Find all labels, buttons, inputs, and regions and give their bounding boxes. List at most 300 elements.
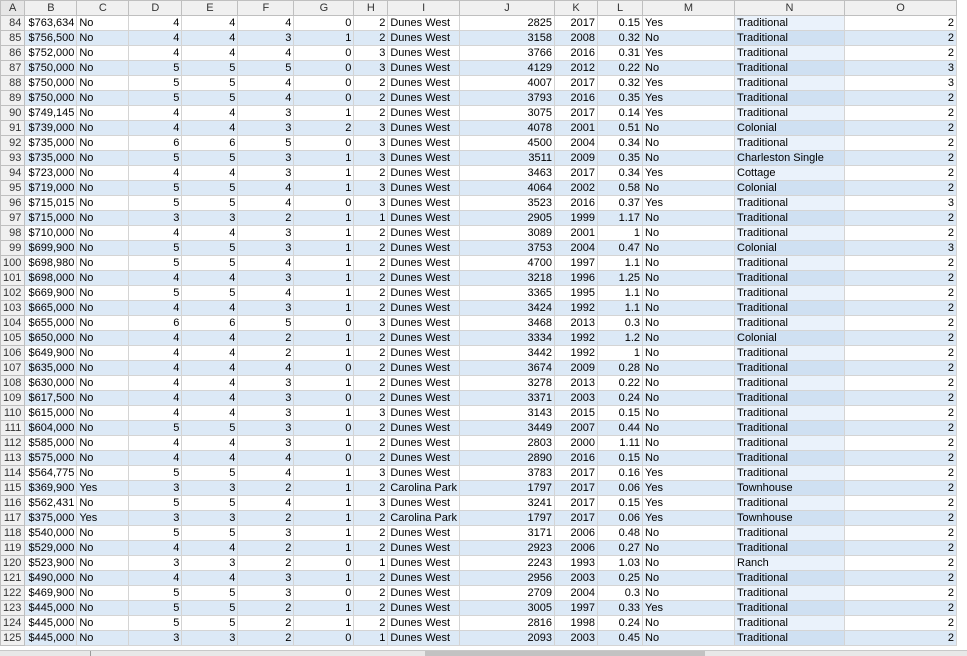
cell-o[interactable]: 2 xyxy=(845,121,957,136)
cell-i[interactable]: Dunes West xyxy=(388,106,460,121)
cell-n[interactable]: Traditional xyxy=(735,61,845,76)
cell-h[interactable]: 2 xyxy=(354,616,388,631)
cell-d[interactable]: 4 xyxy=(129,121,182,136)
cell-j[interactable]: 3793 xyxy=(460,91,555,106)
cell-g[interactable]: 1 xyxy=(294,211,354,226)
cell-n[interactable]: Traditional xyxy=(735,571,845,586)
cell-i[interactable]: Dunes West xyxy=(388,211,460,226)
cell-f[interactable]: 3 xyxy=(238,241,294,256)
row-header[interactable]: 121 xyxy=(1,571,25,586)
cell-c[interactable]: No xyxy=(77,451,129,466)
cell-j[interactable]: 3218 xyxy=(460,271,555,286)
cell-i[interactable]: Dunes West xyxy=(388,76,460,91)
cell-h[interactable]: 2 xyxy=(354,286,388,301)
cell-l[interactable]: 0.48 xyxy=(598,526,643,541)
cell-k[interactable]: 1995 xyxy=(555,286,598,301)
cell-g[interactable]: 0 xyxy=(294,421,354,436)
cell-n[interactable]: Colonial xyxy=(735,241,845,256)
cell-m[interactable]: Yes xyxy=(643,196,735,211)
cell-i[interactable]: Dunes West xyxy=(388,496,460,511)
cell-l[interactable]: 0.35 xyxy=(598,151,643,166)
cell-k[interactable]: 2012 xyxy=(555,61,598,76)
cell-h[interactable]: 2 xyxy=(354,541,388,556)
cell-b[interactable]: $739,000 xyxy=(25,121,77,136)
cell-c[interactable]: No xyxy=(77,556,129,571)
cell-d[interactable]: 4 xyxy=(129,346,182,361)
cell-c[interactable]: No xyxy=(77,361,129,376)
cell-o[interactable]: 2 xyxy=(845,616,957,631)
column-header-e[interactable]: E xyxy=(182,1,238,16)
cell-j[interactable]: 3442 xyxy=(460,346,555,361)
cell-m[interactable]: No xyxy=(643,121,735,136)
cell-o[interactable]: 3 xyxy=(845,196,957,211)
cell-f[interactable]: 5 xyxy=(238,61,294,76)
cell-l[interactable]: 0.14 xyxy=(598,106,643,121)
cell-k[interactable]: 2006 xyxy=(555,526,598,541)
cell-d[interactable]: 5 xyxy=(129,151,182,166)
cell-l[interactable]: 1.11 xyxy=(598,436,643,451)
cell-h[interactable]: 2 xyxy=(354,451,388,466)
cell-d[interactable]: 6 xyxy=(129,136,182,151)
cell-k[interactable]: 2017 xyxy=(555,76,598,91)
cell-b[interactable]: $735,000 xyxy=(25,136,77,151)
cell-l[interactable]: 1.25 xyxy=(598,271,643,286)
cell-g[interactable]: 1 xyxy=(294,241,354,256)
cell-d[interactable]: 5 xyxy=(129,466,182,481)
cell-h[interactable]: 3 xyxy=(354,466,388,481)
cell-o[interactable]: 2 xyxy=(845,181,957,196)
cell-i[interactable]: Dunes West xyxy=(388,466,460,481)
cell-b[interactable]: $749,145 xyxy=(25,106,77,121)
cell-l[interactable]: 0.33 xyxy=(598,601,643,616)
cell-e[interactable]: 6 xyxy=(182,316,238,331)
cell-e[interactable]: 4 xyxy=(182,31,238,46)
cell-n[interactable]: Ranch xyxy=(735,556,845,571)
cell-m[interactable]: No xyxy=(643,556,735,571)
cell-e[interactable]: 4 xyxy=(182,391,238,406)
cell-k[interactable]: 2003 xyxy=(555,391,598,406)
cell-g[interactable]: 1 xyxy=(294,481,354,496)
cell-c[interactable]: No xyxy=(77,376,129,391)
cell-k[interactable]: 2017 xyxy=(555,511,598,526)
cell-n[interactable]: Traditional xyxy=(735,271,845,286)
cell-j[interactable]: 2825 xyxy=(460,16,555,31)
cell-k[interactable]: 2013 xyxy=(555,316,598,331)
cell-b[interactable]: $699,900 xyxy=(25,241,77,256)
cell-n[interactable]: Charleston Single xyxy=(735,151,845,166)
cell-j[interactable]: 3171 xyxy=(460,526,555,541)
cell-e[interactable]: 5 xyxy=(182,286,238,301)
cell-j[interactable]: 3278 xyxy=(460,376,555,391)
cell-o[interactable]: 2 xyxy=(845,601,957,616)
row-header[interactable]: 108 xyxy=(1,376,25,391)
cell-h[interactable]: 2 xyxy=(354,481,388,496)
cell-e[interactable]: 5 xyxy=(182,256,238,271)
cell-o[interactable]: 2 xyxy=(845,16,957,31)
cell-h[interactable]: 3 xyxy=(354,406,388,421)
cell-c[interactable]: No xyxy=(77,391,129,406)
cell-b[interactable]: $715,015 xyxy=(25,196,77,211)
cell-k[interactable]: 1996 xyxy=(555,271,598,286)
cell-b[interactable]: $763,634 xyxy=(25,16,77,31)
cell-b[interactable]: $698,980 xyxy=(25,256,77,271)
cell-d[interactable]: 4 xyxy=(129,226,182,241)
cell-g[interactable]: 1 xyxy=(294,511,354,526)
cell-j[interactable]: 2890 xyxy=(460,451,555,466)
cell-o[interactable]: 2 xyxy=(845,541,957,556)
row-header[interactable]: 104 xyxy=(1,316,25,331)
cell-o[interactable]: 2 xyxy=(845,391,957,406)
cell-f[interactable]: 4 xyxy=(238,46,294,61)
row-header[interactable]: 103 xyxy=(1,301,25,316)
cell-e[interactable]: 4 xyxy=(182,121,238,136)
cell-c[interactable]: No xyxy=(77,76,129,91)
cell-b[interactable]: $575,000 xyxy=(25,451,77,466)
column-header-l[interactable]: L xyxy=(598,1,643,16)
cell-o[interactable]: 3 xyxy=(845,61,957,76)
cell-o[interactable]: 2 xyxy=(845,376,957,391)
cell-m[interactable]: Yes xyxy=(643,496,735,511)
cell-l[interactable]: 0.32 xyxy=(598,76,643,91)
cell-c[interactable]: No xyxy=(77,106,129,121)
cell-d[interactable]: 4 xyxy=(129,16,182,31)
cell-f[interactable]: 4 xyxy=(238,466,294,481)
cell-e[interactable]: 5 xyxy=(182,241,238,256)
cell-l[interactable]: 0.32 xyxy=(598,31,643,46)
cell-i[interactable]: Dunes West xyxy=(388,46,460,61)
cell-m[interactable]: No xyxy=(643,316,735,331)
cell-n[interactable]: Townhouse xyxy=(735,511,845,526)
row-header[interactable]: 91 xyxy=(1,121,25,136)
cell-e[interactable]: 5 xyxy=(182,496,238,511)
cell-n[interactable]: Cottage xyxy=(735,166,845,181)
cell-f[interactable]: 3 xyxy=(238,166,294,181)
row-header[interactable]: 101 xyxy=(1,271,25,286)
cell-b[interactable]: $585,000 xyxy=(25,436,77,451)
cell-n[interactable]: Traditional xyxy=(735,406,845,421)
cell-e[interactable]: 5 xyxy=(182,76,238,91)
row-header[interactable]: 125 xyxy=(1,631,25,646)
cell-o[interactable]: 2 xyxy=(845,481,957,496)
cell-m[interactable]: No xyxy=(643,346,735,361)
cell-m[interactable]: Yes xyxy=(643,481,735,496)
cell-f[interactable]: 3 xyxy=(238,301,294,316)
cell-j[interactable]: 1797 xyxy=(460,511,555,526)
cell-m[interactable]: Yes xyxy=(643,166,735,181)
cell-j[interactable]: 4500 xyxy=(460,136,555,151)
cell-l[interactable]: 0.22 xyxy=(598,376,643,391)
cell-o[interactable]: 2 xyxy=(845,331,957,346)
cell-i[interactable]: Dunes West xyxy=(388,421,460,436)
cell-m[interactable]: No xyxy=(643,271,735,286)
cell-d[interactable]: 5 xyxy=(129,241,182,256)
cell-i[interactable]: Dunes West xyxy=(388,346,460,361)
cell-m[interactable]: No xyxy=(643,451,735,466)
cell-g[interactable]: 1 xyxy=(294,466,354,481)
cell-k[interactable]: 2017 xyxy=(555,166,598,181)
cell-o[interactable]: 2 xyxy=(845,421,957,436)
cell-o[interactable]: 3 xyxy=(845,76,957,91)
cell-k[interactable]: 2001 xyxy=(555,226,598,241)
horizontal-scrollbar[interactable] xyxy=(0,650,967,656)
cell-g[interactable]: 1 xyxy=(294,496,354,511)
cell-f[interactable]: 2 xyxy=(238,601,294,616)
cell-f[interactable]: 3 xyxy=(238,271,294,286)
cell-b[interactable]: $562,431 xyxy=(25,496,77,511)
cell-d[interactable]: 5 xyxy=(129,601,182,616)
cell-h[interactable]: 3 xyxy=(354,121,388,136)
cell-b[interactable]: $445,000 xyxy=(25,616,77,631)
cell-f[interactable]: 5 xyxy=(238,316,294,331)
cell-l[interactable]: 0.44 xyxy=(598,421,643,436)
cell-l[interactable]: 1.17 xyxy=(598,211,643,226)
cell-i[interactable]: Dunes West xyxy=(388,406,460,421)
cell-g[interactable]: 0 xyxy=(294,556,354,571)
cell-g[interactable]: 0 xyxy=(294,586,354,601)
cell-j[interactable]: 3511 xyxy=(460,151,555,166)
cell-i[interactable]: Dunes West xyxy=(388,436,460,451)
cell-b[interactable]: $752,000 xyxy=(25,46,77,61)
row-header[interactable]: 110 xyxy=(1,406,25,421)
cell-f[interactable]: 3 xyxy=(238,391,294,406)
cell-o[interactable]: 3 xyxy=(845,241,957,256)
cell-f[interactable]: 4 xyxy=(238,451,294,466)
cell-o[interactable]: 2 xyxy=(845,106,957,121)
cell-h[interactable]: 2 xyxy=(354,346,388,361)
cell-o[interactable]: 2 xyxy=(845,511,957,526)
row-header[interactable]: 92 xyxy=(1,136,25,151)
cell-m[interactable]: Yes xyxy=(643,466,735,481)
cell-h[interactable]: 3 xyxy=(354,316,388,331)
cell-g[interactable]: 1 xyxy=(294,436,354,451)
row-header[interactable]: 106 xyxy=(1,346,25,361)
cell-e[interactable]: 5 xyxy=(182,466,238,481)
cell-o[interactable]: 2 xyxy=(845,211,957,226)
cell-j[interactable]: 3241 xyxy=(460,496,555,511)
cell-i[interactable]: Dunes West xyxy=(388,556,460,571)
cell-l[interactable]: 0.28 xyxy=(598,361,643,376)
cell-i[interactable]: Dunes West xyxy=(388,541,460,556)
cell-i[interactable]: Dunes West xyxy=(388,166,460,181)
row-header[interactable]: 89 xyxy=(1,91,25,106)
cell-k[interactable]: 2003 xyxy=(555,571,598,586)
cell-g[interactable]: 1 xyxy=(294,271,354,286)
cell-g[interactable]: 0 xyxy=(294,46,354,61)
cell-k[interactable]: 1993 xyxy=(555,556,598,571)
cell-c[interactable]: No xyxy=(77,301,129,316)
cell-b[interactable]: $529,000 xyxy=(25,541,77,556)
cell-l[interactable]: 0.27 xyxy=(598,541,643,556)
cell-d[interactable]: 4 xyxy=(129,46,182,61)
cell-h[interactable]: 2 xyxy=(354,301,388,316)
cell-k[interactable]: 2004 xyxy=(555,136,598,151)
cell-l[interactable]: 1.1 xyxy=(598,256,643,271)
cell-j[interactable]: 3334 xyxy=(460,331,555,346)
cell-c[interactable]: No xyxy=(77,181,129,196)
cell-o[interactable]: 2 xyxy=(845,256,957,271)
cell-j[interactable]: 3005 xyxy=(460,601,555,616)
cell-k[interactable]: 1999 xyxy=(555,211,598,226)
cell-c[interactable]: Yes xyxy=(77,511,129,526)
cell-h[interactable]: 3 xyxy=(354,136,388,151)
cell-j[interactable]: 2803 xyxy=(460,436,555,451)
cell-i[interactable]: Dunes West xyxy=(388,631,460,646)
cell-e[interactable]: 5 xyxy=(182,196,238,211)
cell-k[interactable]: 2013 xyxy=(555,376,598,391)
cell-m[interactable]: No xyxy=(643,241,735,256)
cell-n[interactable]: Traditional xyxy=(735,316,845,331)
cell-k[interactable]: 2016 xyxy=(555,91,598,106)
cell-c[interactable]: Yes xyxy=(77,481,129,496)
cell-l[interactable]: 0.22 xyxy=(598,61,643,76)
cell-g[interactable]: 1 xyxy=(294,106,354,121)
cell-l[interactable]: 0.31 xyxy=(598,46,643,61)
cell-j[interactable]: 2243 xyxy=(460,556,555,571)
cell-e[interactable]: 4 xyxy=(182,331,238,346)
cell-b[interactable]: $617,500 xyxy=(25,391,77,406)
cell-e[interactable]: 3 xyxy=(182,556,238,571)
cell-i[interactable]: Dunes West xyxy=(388,301,460,316)
cell-h[interactable]: 1 xyxy=(354,556,388,571)
cell-e[interactable]: 5 xyxy=(182,616,238,631)
cell-i[interactable]: Dunes West xyxy=(388,616,460,631)
cell-e[interactable]: 5 xyxy=(182,586,238,601)
cell-l[interactable]: 1 xyxy=(598,226,643,241)
cell-l[interactable]: 0.06 xyxy=(598,511,643,526)
cell-k[interactable]: 2007 xyxy=(555,421,598,436)
cell-e[interactable]: 6 xyxy=(182,136,238,151)
cell-e[interactable]: 5 xyxy=(182,151,238,166)
cell-o[interactable]: 2 xyxy=(845,271,957,286)
cell-o[interactable]: 2 xyxy=(845,316,957,331)
cell-i[interactable]: Carolina Park xyxy=(388,511,460,526)
cell-g[interactable]: 1 xyxy=(294,571,354,586)
cell-c[interactable]: No xyxy=(77,586,129,601)
row-header[interactable]: 112 xyxy=(1,436,25,451)
cell-m[interactable]: No xyxy=(643,616,735,631)
cell-d[interactable]: 4 xyxy=(129,361,182,376)
cell-f[interactable]: 4 xyxy=(238,286,294,301)
cell-o[interactable]: 2 xyxy=(845,226,957,241)
cell-m[interactable]: No xyxy=(643,541,735,556)
cell-g[interactable]: 0 xyxy=(294,61,354,76)
cell-l[interactable]: 0.16 xyxy=(598,466,643,481)
cell-i[interactable]: Dunes West xyxy=(388,136,460,151)
cell-j[interactable]: 4064 xyxy=(460,181,555,196)
cell-i[interactable]: Dunes West xyxy=(388,226,460,241)
cell-b[interactable]: $735,000 xyxy=(25,151,77,166)
row-header[interactable]: 85 xyxy=(1,31,25,46)
cell-h[interactable]: 2 xyxy=(354,601,388,616)
cell-c[interactable]: No xyxy=(77,121,129,136)
cell-k[interactable]: 1997 xyxy=(555,601,598,616)
cell-n[interactable]: Traditional xyxy=(735,451,845,466)
column-header-d[interactable]: D xyxy=(129,1,182,16)
cell-e[interactable]: 4 xyxy=(182,541,238,556)
cell-c[interactable]: No xyxy=(77,601,129,616)
cell-i[interactable]: Dunes West xyxy=(388,271,460,286)
cell-j[interactable]: 2816 xyxy=(460,616,555,631)
cell-l[interactable]: 0.3 xyxy=(598,316,643,331)
cell-b[interactable]: $665,000 xyxy=(25,301,77,316)
cell-m[interactable]: No xyxy=(643,136,735,151)
cell-c[interactable]: No xyxy=(77,631,129,646)
cell-j[interactable]: 4129 xyxy=(460,61,555,76)
cell-m[interactable]: No xyxy=(643,376,735,391)
cell-e[interactable]: 5 xyxy=(182,181,238,196)
cell-g[interactable]: 1 xyxy=(294,541,354,556)
cell-f[interactable]: 3 xyxy=(238,526,294,541)
cell-i[interactable]: Dunes West xyxy=(388,331,460,346)
cell-e[interactable]: 5 xyxy=(182,91,238,106)
cell-g[interactable]: 1 xyxy=(294,346,354,361)
cell-c[interactable]: No xyxy=(77,31,129,46)
cell-i[interactable]: Dunes West xyxy=(388,451,460,466)
cell-f[interactable]: 3 xyxy=(238,106,294,121)
cell-f[interactable]: 3 xyxy=(238,31,294,46)
cell-g[interactable]: 2 xyxy=(294,121,354,136)
cell-m[interactable]: Yes xyxy=(643,511,735,526)
cell-b[interactable]: $650,000 xyxy=(25,331,77,346)
cell-c[interactable]: No xyxy=(77,226,129,241)
cell-d[interactable]: 5 xyxy=(129,616,182,631)
cell-j[interactable]: 3463 xyxy=(460,166,555,181)
cell-d[interactable]: 4 xyxy=(129,331,182,346)
cell-o[interactable]: 2 xyxy=(845,451,957,466)
cell-g[interactable]: 0 xyxy=(294,316,354,331)
cell-m[interactable]: Yes xyxy=(643,601,735,616)
cell-g[interactable]: 1 xyxy=(294,226,354,241)
cell-c[interactable]: No xyxy=(77,196,129,211)
row-header[interactable]: 116 xyxy=(1,496,25,511)
row-header[interactable]: 120 xyxy=(1,556,25,571)
cell-n[interactable]: Traditional xyxy=(735,601,845,616)
cell-c[interactable]: No xyxy=(77,271,129,286)
cell-d[interactable]: 5 xyxy=(129,256,182,271)
cell-e[interactable]: 3 xyxy=(182,631,238,646)
cell-f[interactable]: 3 xyxy=(238,376,294,391)
cell-b[interactable]: $469,900 xyxy=(25,586,77,601)
row-header[interactable]: 90 xyxy=(1,106,25,121)
cell-e[interactable]: 4 xyxy=(182,376,238,391)
cell-c[interactable]: No xyxy=(77,346,129,361)
cell-b[interactable]: $604,000 xyxy=(25,421,77,436)
cell-l[interactable]: 1.1 xyxy=(598,301,643,316)
cell-k[interactable]: 2017 xyxy=(555,481,598,496)
cell-d[interactable]: 5 xyxy=(129,91,182,106)
cell-k[interactable]: 1992 xyxy=(555,301,598,316)
cell-f[interactable]: 4 xyxy=(238,361,294,376)
cell-b[interactable]: $715,000 xyxy=(25,211,77,226)
cell-k[interactable]: 2004 xyxy=(555,586,598,601)
row-header[interactable]: 99 xyxy=(1,241,25,256)
cell-k[interactable]: 2015 xyxy=(555,406,598,421)
cell-n[interactable]: Colonial xyxy=(735,121,845,136)
cell-l[interactable]: 0.24 xyxy=(598,616,643,631)
cell-f[interactable]: 4 xyxy=(238,256,294,271)
row-header[interactable]: 87 xyxy=(1,61,25,76)
cell-e[interactable]: 5 xyxy=(182,421,238,436)
cell-i[interactable]: Dunes West xyxy=(388,61,460,76)
cell-o[interactable]: 2 xyxy=(845,526,957,541)
cell-h[interactable]: 2 xyxy=(354,526,388,541)
cell-c[interactable]: No xyxy=(77,541,129,556)
cell-k[interactable]: 2017 xyxy=(555,466,598,481)
cell-m[interactable]: No xyxy=(643,226,735,241)
cell-e[interactable]: 4 xyxy=(182,436,238,451)
cell-j[interactable]: 3783 xyxy=(460,466,555,481)
cell-f[interactable]: 2 xyxy=(238,346,294,361)
